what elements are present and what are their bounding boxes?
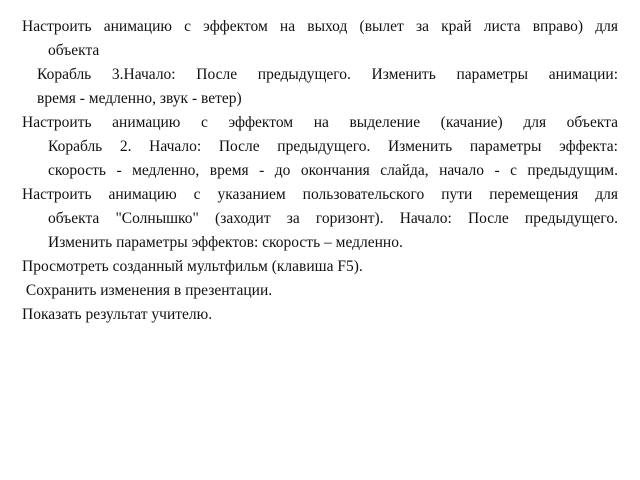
text-line-12: Сохранить изменения в презентации. <box>22 282 273 299</box>
text-line-6: Корабль 2. Начало: После предыдущего. Изменить параметры эффекта: <box>48 138 618 155</box>
text-line-13: Показать результат учителю. <box>22 306 213 323</box>
text-line-10: Изменить параметры эффектов: скорость – медленно. <box>48 234 403 251</box>
text-line-3: Корабль 3.Начало: После предыдущего. Изменить параметры анимации: <box>37 66 618 83</box>
text-line-8: Настроить анимацию с указанием пользовательского пути перемещения для <box>22 186 618 203</box>
text-line-2: объекта <box>48 42 100 59</box>
text-line-11: Просмотреть созданный мультфильм (клавиша F5). <box>22 258 363 275</box>
text-line-4: время - медленно, звук - ветер) <box>37 90 242 107</box>
text-line-7: скорость - медленно, время - до окончания слайда, начало - с предыдущим. <box>48 162 618 179</box>
text-line-1: Настроить анимацию с эффектом на выход (вылет за край листа вправо) для <box>22 18 618 35</box>
text-line-9: объекта "Солнышко" (заходит за горизонт). Начало: После предыдущего. <box>48 210 618 227</box>
text-line-5: Настроить анимацию с эффектом на выделение (качание) для объекта <box>22 114 618 131</box>
